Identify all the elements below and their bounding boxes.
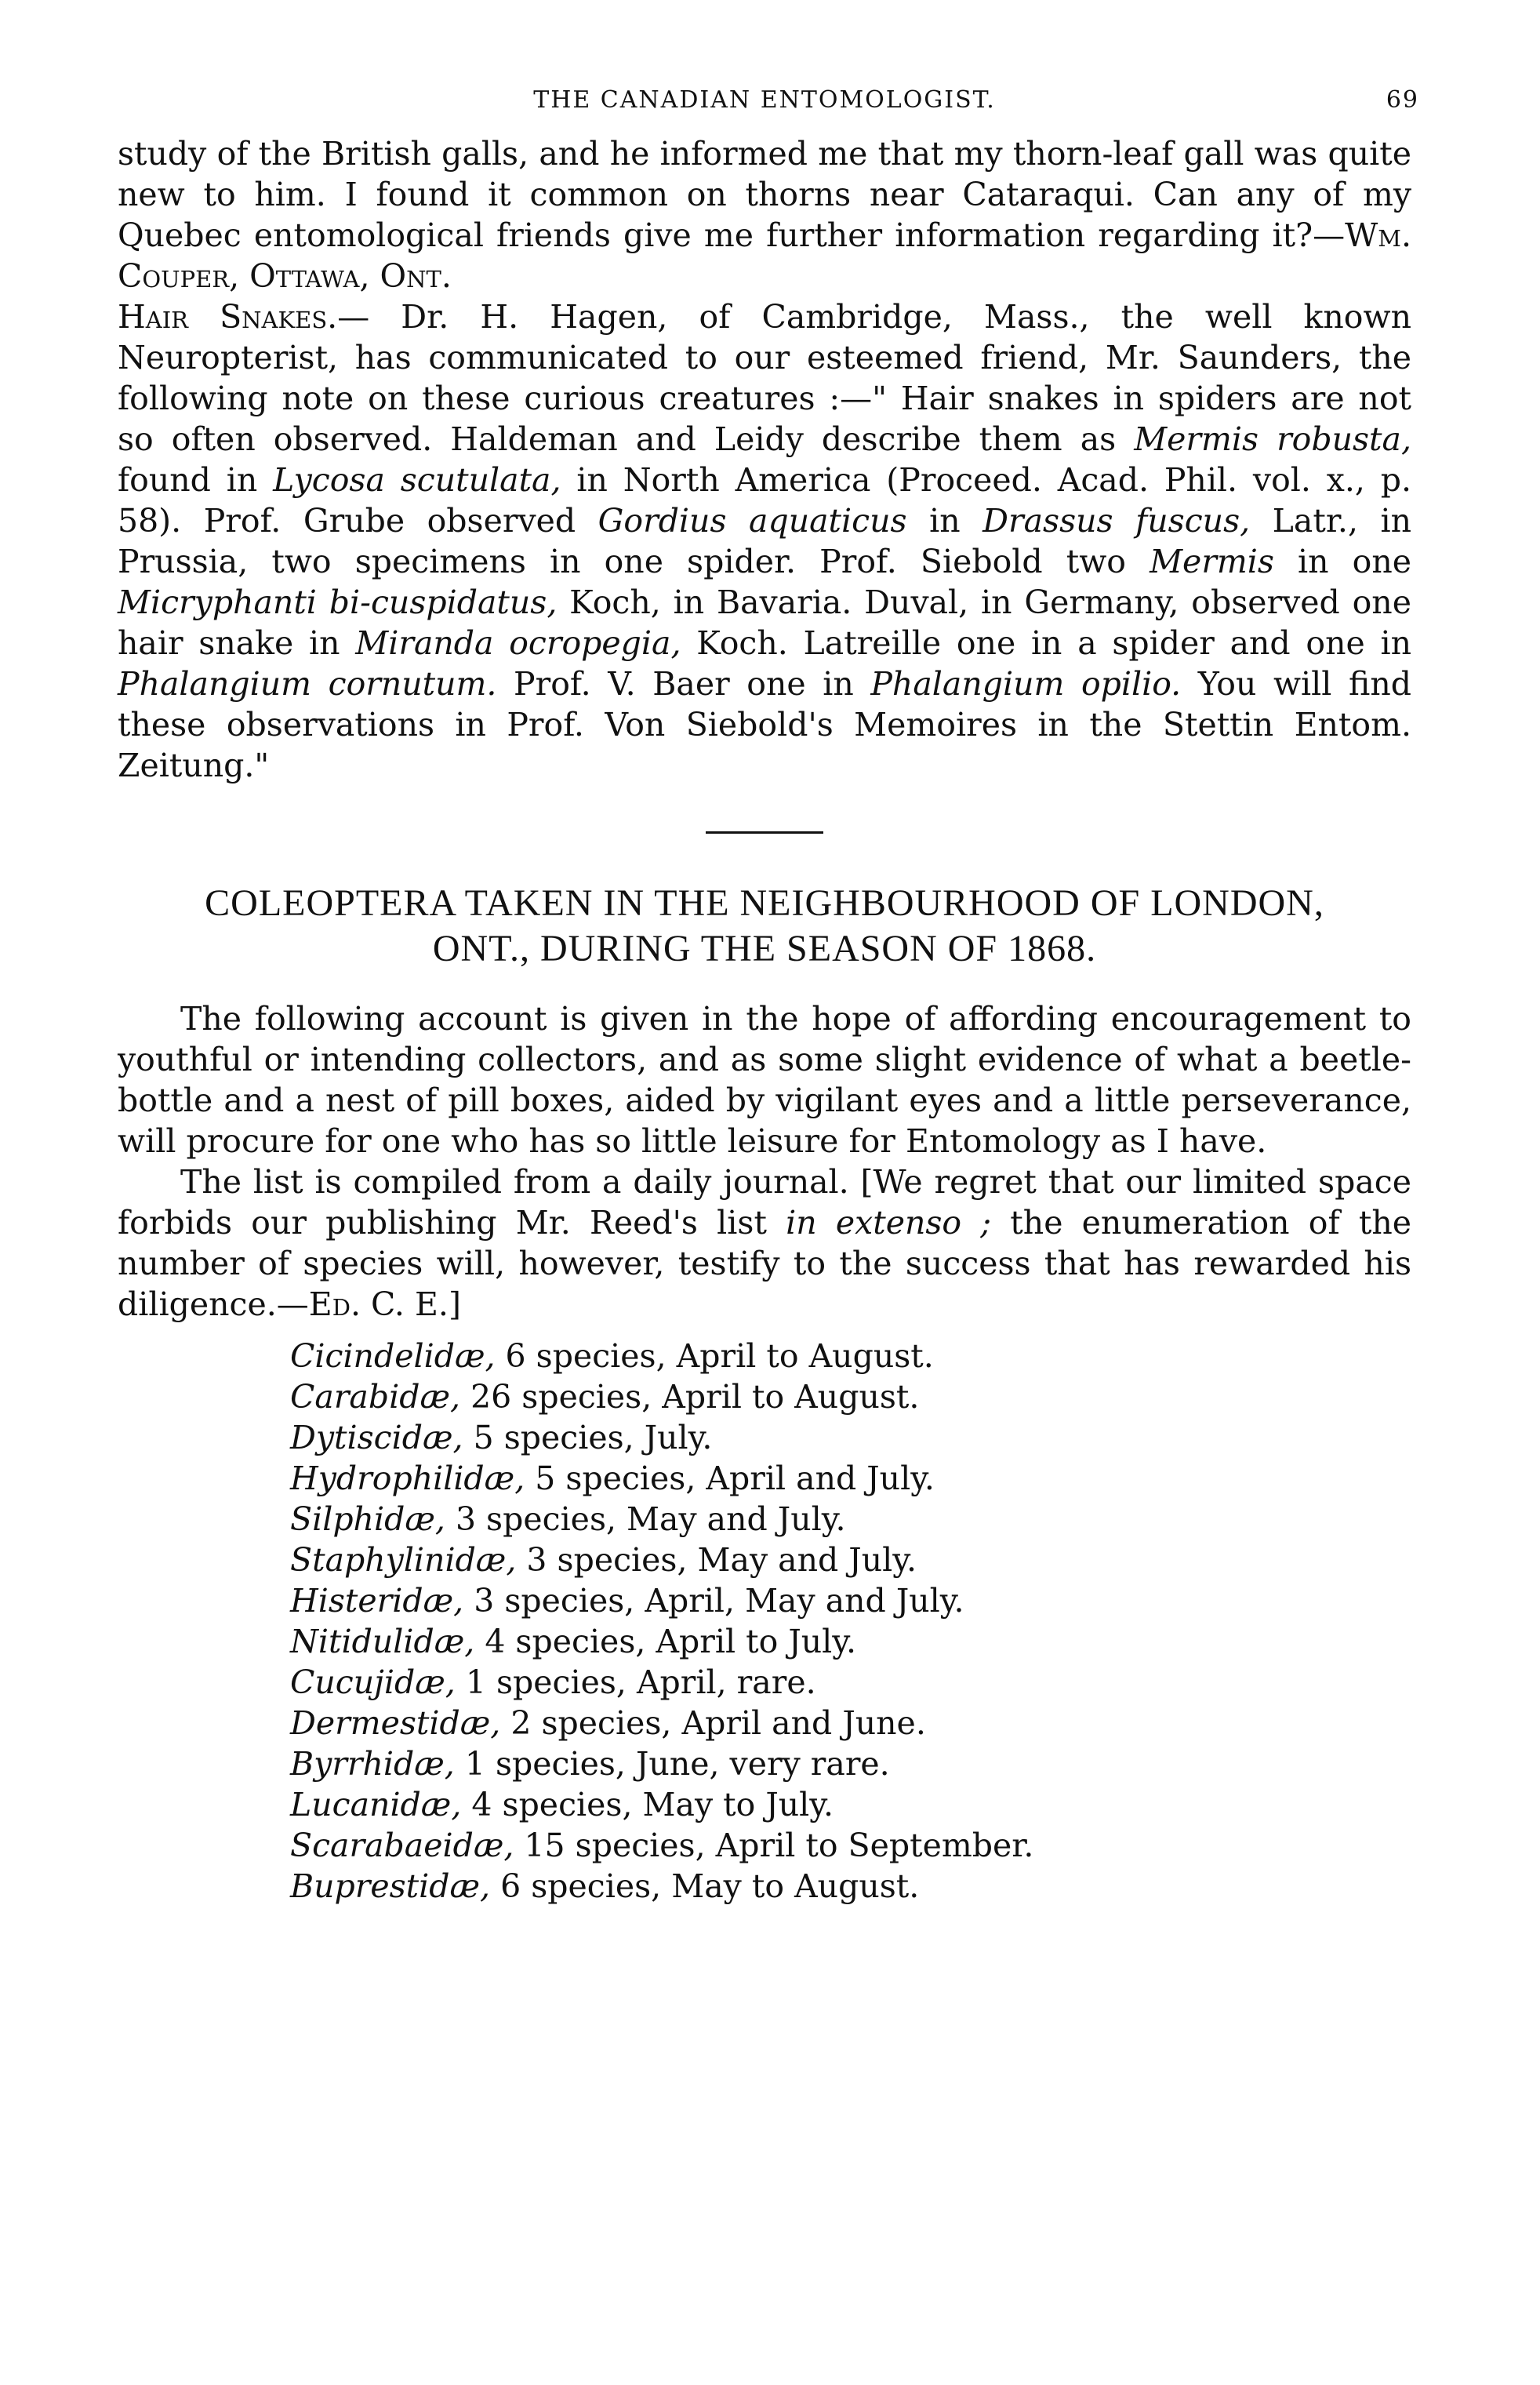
hair-snakes-text: Prof. V. Baer one in [496,665,871,703]
species-list [118,1336,1411,1907]
family-detail: 1 species, June, very rare. [454,1745,890,1783]
list-item [290,1417,1411,1458]
species-name: Mermis robusta, [1134,420,1411,458]
family-name: Buprestidæ, [290,1867,491,1905]
hair-snakes-text: in one [1273,543,1412,580]
hair-snakes-text: Latr., in Prussia, two specimens in one spider. Prof. Siebold two [118,502,1412,580]
species-name: Micryphanti bi-cuspidatus, [118,584,558,621]
list-item [290,1743,1411,1784]
list-item [290,1376,1411,1417]
editor-note-paragraph [118,1162,1411,1325]
list-item [290,1540,1411,1580]
list-item [290,1866,1411,1907]
family-name: Silphidæ, [290,1500,445,1538]
section-title [118,881,1411,972]
family-detail: 6 species, April to August. [495,1337,934,1375]
intro-paragraph: The following account is given in the hope of affording encouragement to youthful or intending collectors, and as some slight evidence of what a beetle-bottle and a nest of pill boxes, aided by vigilant eyes and a little perseverance, will procure for one who has so little leisure for Entomology as I have. [118,1000,1411,1160]
hair-snakes-heading: Hair Snakes. [118,298,338,336]
hair-snakes-text: Koch, in Bavaria. Duval, in Germany, observed one hair snake in [118,584,1411,662]
list-item [290,1662,1411,1703]
section-divider [706,831,823,834]
family-name: Cicindelidæ, [290,1337,496,1375]
list-item [290,1621,1411,1662]
galls-paragraph [118,133,1411,296]
family-detail: 5 species, April and July. [525,1460,935,1497]
page-number: 69 [1386,86,1419,114]
hair-snakes-text: You will find these observations in Prof. Von Siebold's Memoires in the Stettin Entom. Zeitung." [118,665,1411,784]
family-detail: 3 species, April, May and July. [463,1582,964,1620]
family-name: Scarabaeidæ, [290,1827,514,1864]
list-item [290,1336,1411,1376]
species-name: Phalangium cornutum. [118,665,497,703]
species-name: Phalangium opilio. [870,665,1182,703]
family-detail: 3 species, May and July. [445,1500,846,1538]
family-name: Dytiscidæ, [290,1419,463,1456]
list-item [290,1458,1411,1499]
family-detail: 4 species, April to July. [474,1623,857,1660]
journal-page [118,86,1419,1907]
list-item [290,1580,1411,1621]
editor-note-text: The list is compiled from a daily journal. [We regret that our limited space forbids our publishing Mr. Reed's list [118,1163,1411,1242]
hair-snakes-text: in North America (Proceed. Acad. Phil. vol. x., p. 58). Prof. Grube observed [118,461,1412,540]
family-name: Carabidæ, [290,1378,461,1416]
section-title-line: COLEOPTERA TAKEN IN THE NEIGHBOURHOOD OF LONDON, [205,882,1324,924]
hair-snakes-text: found in [118,461,274,499]
editor-note-italic: in extenso ; [786,1204,992,1242]
family-name: Byrrhidæ, [290,1745,455,1783]
family-name: Nitidulidæ, [290,1623,475,1660]
family-detail: 3 species, May and July. [516,1541,917,1579]
family-name: Lucanidæ, [290,1786,462,1823]
list-item [290,1784,1411,1825]
family-detail: 5 species, July. [463,1419,713,1456]
species-name: Gordius aquaticus [597,502,907,540]
editor-note-text: ] [448,1285,461,1323]
family-detail: 2 species, April and June. [500,1704,926,1742]
family-detail: 15 species, April to September. [514,1827,1034,1864]
family-name: Cucujidæ, [290,1663,456,1701]
hair-snakes-text: Koch. Latreille one in a spider and one in [681,624,1411,662]
galls-signature: Wm. Couper, Ottawa, Ont. [118,216,1411,295]
family-detail: 4 species, May to July. [461,1786,834,1823]
species-name: Drassus fuscus, [982,502,1251,540]
hair-snakes-paragraph [118,296,1411,786]
list-item [290,1703,1411,1743]
species-name: Miranda ocropegia, [355,624,681,662]
hair-snakes-text: in [906,502,983,540]
list-item [290,1825,1411,1866]
family-name: Dermestidæ, [290,1704,501,1742]
list-item [290,1499,1411,1540]
section-title-line: ONT., DURING THE SEASON OF 1868. [432,928,1097,969]
editor-note-text: the enumeration of the number of species will, however, testify to the success that has rewarded his diligence.— [118,1204,1411,1323]
species-name: Lycosa scutulata, [273,461,561,499]
journal-title: THE CANADIAN ENTOMOLOGIST. [533,86,996,114]
family-name: Hydrophilidæ, [290,1460,525,1497]
family-name: Histeridæ, [290,1582,464,1620]
running-head [118,86,1419,133]
family-detail: 26 species, April to August. [460,1378,920,1416]
family-detail: 1 species, April, rare. [455,1663,816,1701]
hair-snakes-text: — Dr. H. Hagen, of Cambridge, Mass., the well known Neuropterist, has communicated to our esteemed friend, Mr. Saunders, the following note on these curious creatures :—" Hair snakes in spiders are not so often observed. Haldeman and Leidy describe them as [118,298,1411,458]
editor-signature: Ed. C. E. [308,1285,449,1323]
family-name: Staphylinidæ, [290,1541,517,1579]
family-detail: 6 species, May to August. [490,1867,920,1905]
galls-text: study of the British galls, and he informed me that my thorn-leaf gall was quite new to him. I found it common on thorns near Cataraqui. Can any of my Quebec entomological friends give me further information regarding it?— [118,135,1411,254]
species-name: Mermis [1150,543,1274,580]
